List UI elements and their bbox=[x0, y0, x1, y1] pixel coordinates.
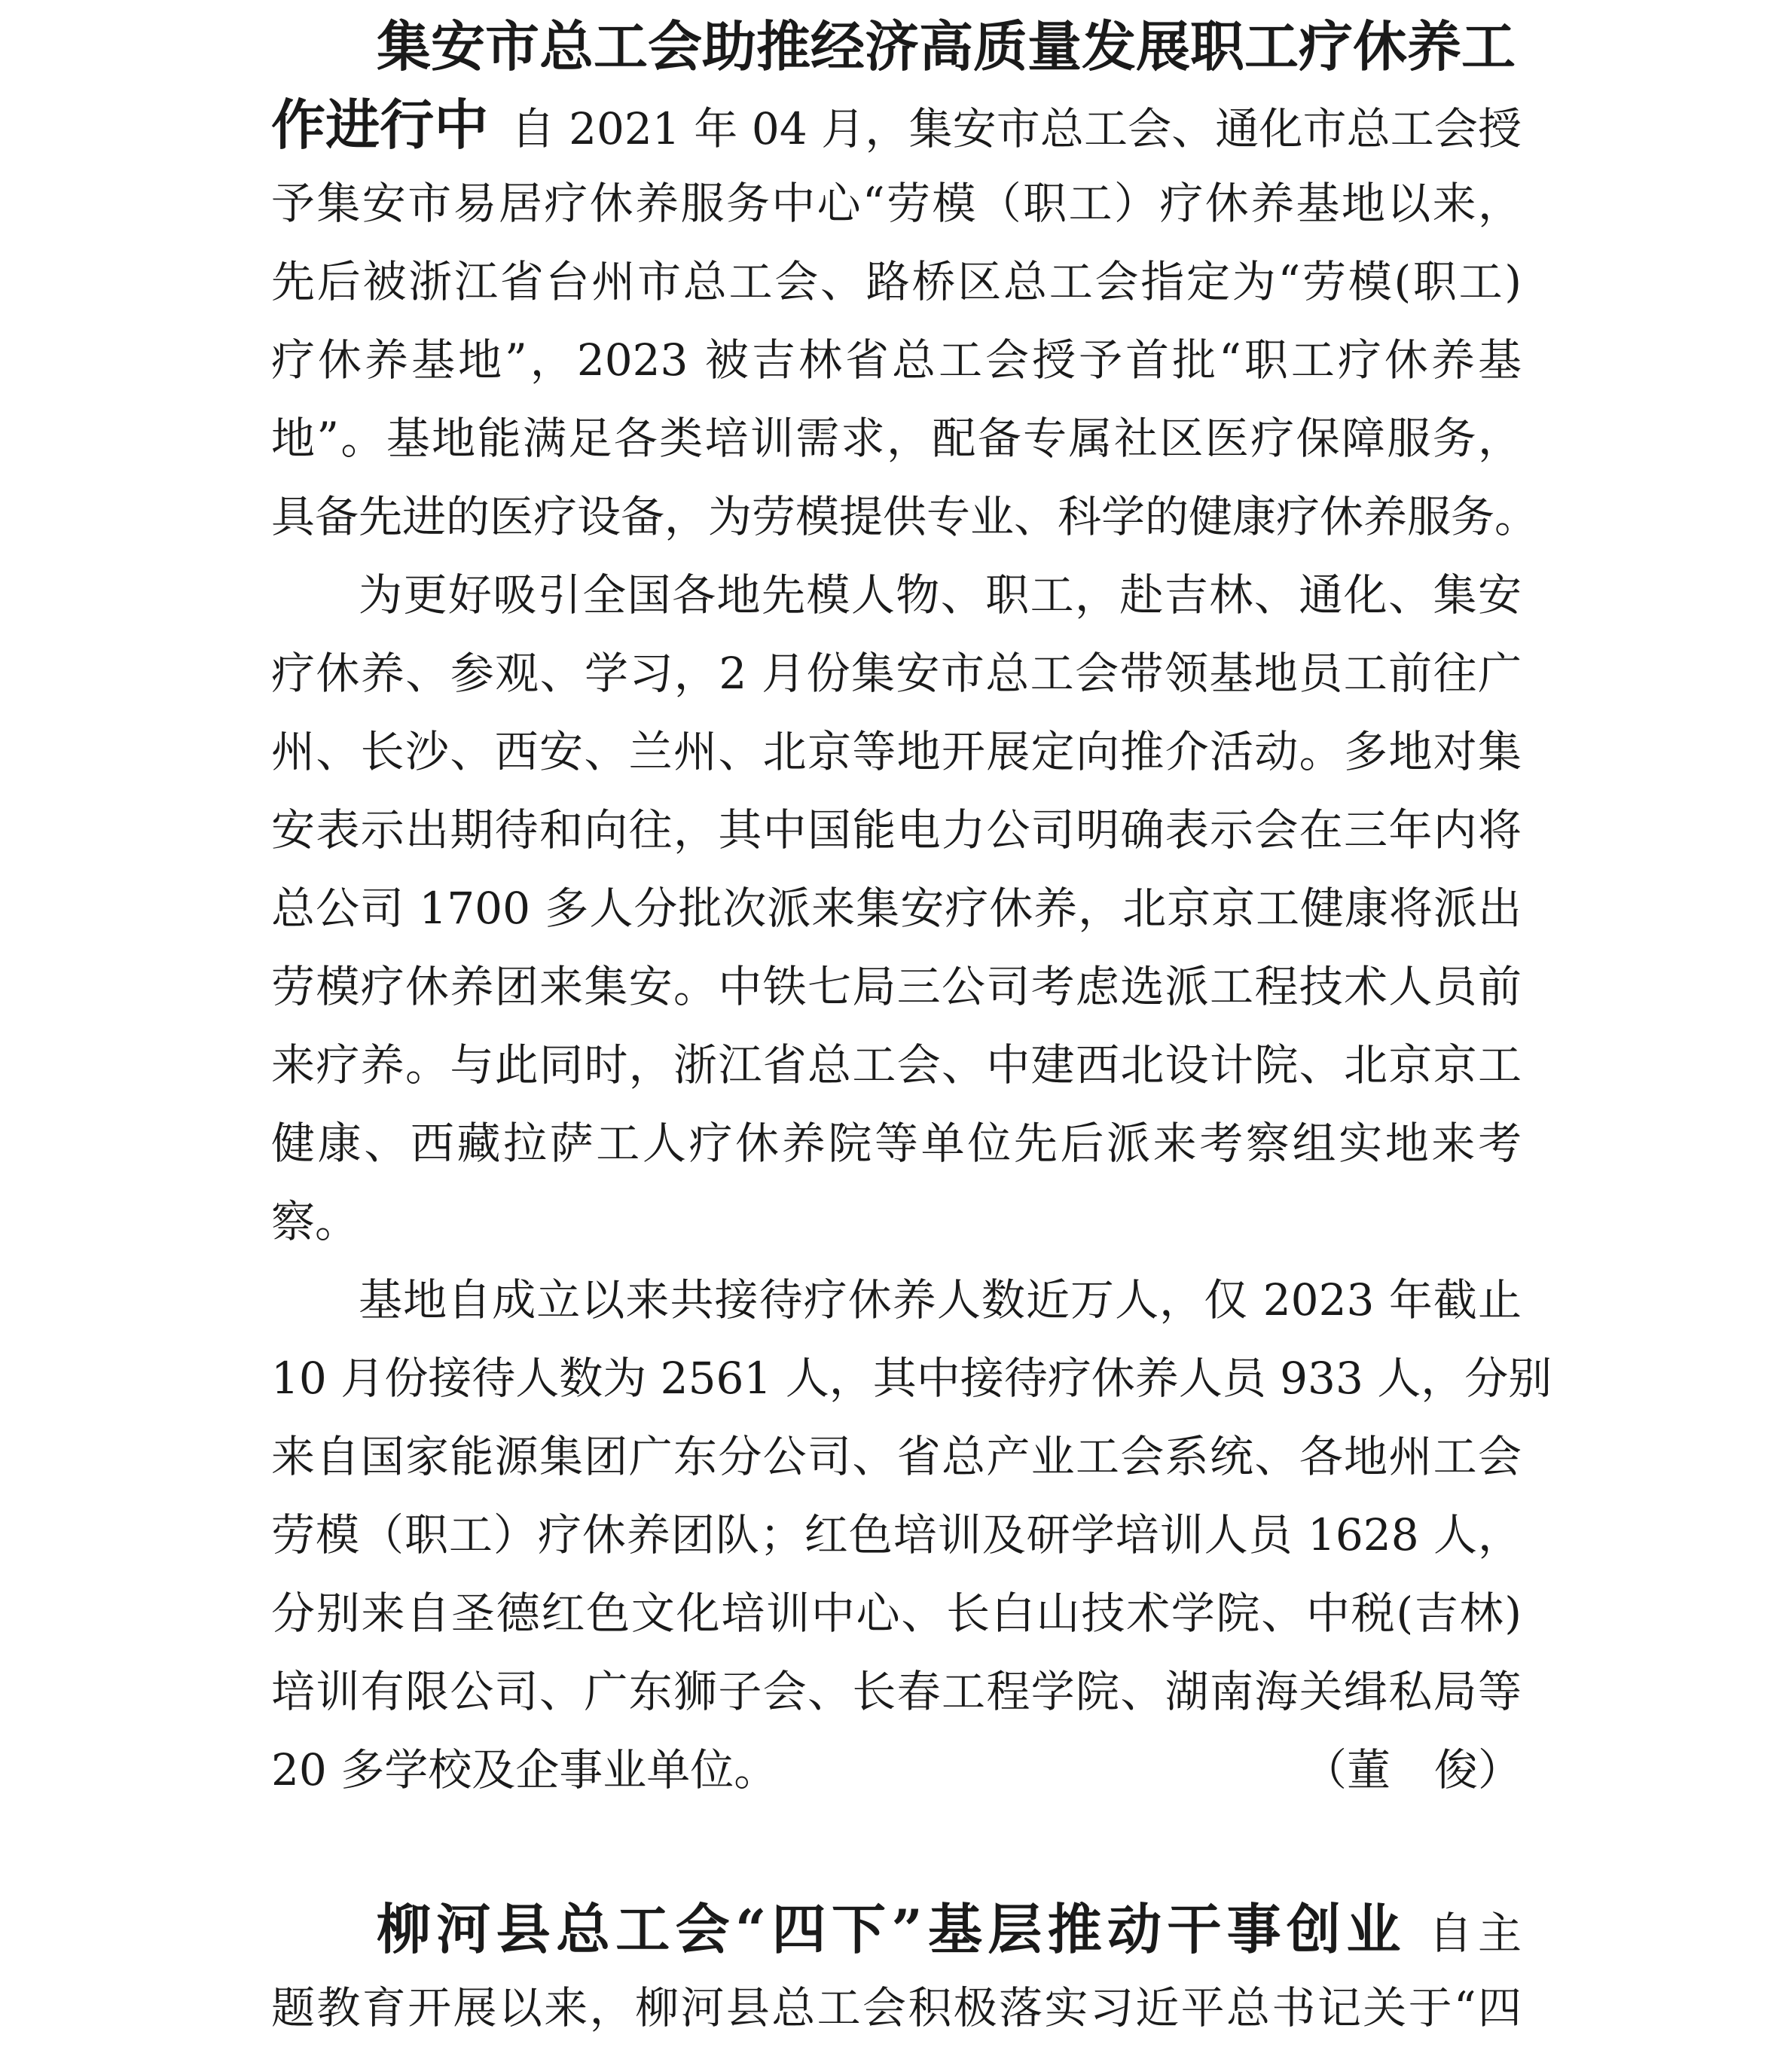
article1-p2-line3: 州、长沙、西安、兰州、北京等地开展定向推介活动。多地对集 bbox=[271, 726, 1522, 777]
article2-title: 柳河县总工会“四下”基层推动干事创业 bbox=[377, 1897, 1406, 1961]
article1-p1-line6: 具备先进的医疗设备，为劳模提供专业、科学的健康疗休养服务。 bbox=[271, 491, 1539, 542]
article1-title-line2: 作进行中 bbox=[271, 93, 489, 157]
article1-p3-line1: 基地自成立以来共接待疗休养人数近万人，仅 2023 年截止 bbox=[359, 1274, 1522, 1326]
article1-p1-line4: 疗休养基地”，2023 被吉林省总工会授予首批“职工疗休养基 bbox=[271, 334, 1522, 386]
article1-p2-line4: 安表示出期待和向往，其中国能电力公司明确表示会在三年内将 bbox=[271, 804, 1522, 856]
article1-p2-line1: 为更好吸引全国各地先模人物、职工，赴吉林、通化、集安 bbox=[359, 569, 1522, 621]
article1-p2-line6: 劳模疗休养团来集安。中铁七局三公司考虑选派工程技术人员前 bbox=[271, 961, 1522, 1012]
article1-p1-line5: 地”。基地能满足各类培训需求，配备专属社区医疗保障服务， bbox=[271, 413, 1522, 464]
article1-p1-line2: 予集安市易居疗休养服务中心“劳模（职工）疗休养基地以来， bbox=[271, 178, 1522, 229]
article1-p2-line9: 察。 bbox=[271, 1196, 359, 1247]
article1-p3-line3: 来自国家能源集团广东分公司、省总产业工会系统、各地州工会 bbox=[271, 1431, 1522, 1482]
article1-p3-line5: 分别来自圣德红色文化培训中心、长白山技术学院、中税(吉林) bbox=[271, 1588, 1522, 1639]
article2-title-row bbox=[271, 1890, 1522, 1969]
article1-title-row bbox=[271, 86, 1522, 164]
article1-p3-line4: 劳模（职工）疗休养团队；红色培训及研学培训人员 1628 人， bbox=[271, 1509, 1522, 1560]
article1-title-line1: 集安市总工会助推经济高质量发展职工疗休养工 bbox=[377, 14, 1516, 78]
article1-p2-line5: 总公司 1700 多人分批次派来集安疗休养，北京京工健康将派出 bbox=[271, 883, 1522, 934]
article1-p1-line3: 先后被浙江省台州市总工会、路桥区总工会指定为“劳模(职工) bbox=[271, 256, 1522, 307]
article1-p3-line7 bbox=[271, 1731, 1522, 1809]
article2-p1-line1: 题教育开展以来，柳河县总工会积极落实习近平总书记关于“四 bbox=[271, 1982, 1522, 2033]
article1-p3-line6: 培训有限公司、广东狮子会、长春工程学院、湖南海关缉私局等 bbox=[271, 1666, 1522, 1717]
article1-p2-line8: 健康、西藏拉萨工人疗休养院等单位先后派来考察组实地来考 bbox=[271, 1118, 1522, 1169]
article1-p1-line1: 自 2021 年 04 月，集安市总工会、通化市总工会授 bbox=[511, 103, 1522, 154]
article1-p2-line7: 来疗养。与此同时，浙江省总工会、中建西北设计院、北京京工 bbox=[271, 1039, 1522, 1091]
article2-p1-start: 自主 bbox=[1428, 1908, 1522, 1959]
article1-p3-line7-text: 20 多学校及企事业单位。 bbox=[271, 1744, 778, 1795]
article1-p3-line2: 10 月份接待人数为 2561 人，其中接待疗休养人员 933 人，分别 bbox=[271, 1353, 1552, 1404]
article1-author: （董 俊） bbox=[1302, 1744, 1522, 1795]
article1-p2-line2: 疗休养、参观、学习，2 月份集安市总工会带领基地员工前往广 bbox=[271, 648, 1522, 699]
